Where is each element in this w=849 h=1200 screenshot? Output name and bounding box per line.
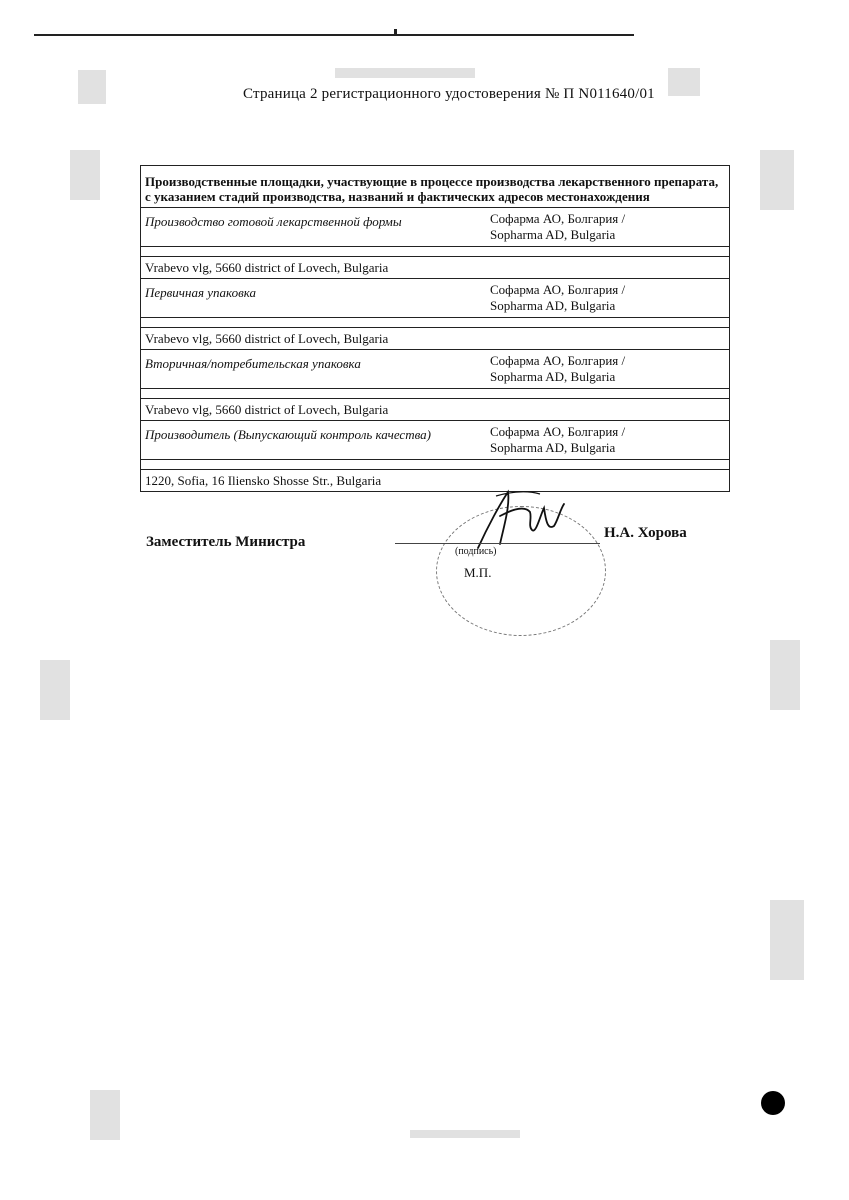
address-row: Vrabevo vlg, 5660 district of Lovech, Bulgaria: [141, 399, 729, 421]
spacer-row: [141, 318, 729, 328]
table-header: Производственные площадки, участвующие в процессе производства лекарственного препарата, с указанием стадий производства, названий и фактических адресов местонахождения: [141, 166, 729, 208]
company-name-ru: Софарма АО, Болгария /: [490, 353, 626, 368]
address-row: Vrabevo vlg, 5660 district of Lovech, Bulgaria: [141, 257, 729, 279]
scan-noise: [410, 1130, 520, 1138]
stage-row: [141, 279, 729, 318]
production-sites-table: [140, 165, 730, 492]
stage-row: [141, 350, 729, 389]
address-row: Vrabevo vlg, 5660 district of Lovech, Bulgaria: [141, 328, 729, 350]
spacer-row: [141, 389, 729, 399]
scan-noise: [335, 68, 475, 78]
stage-name: Производство готовой лекарственной формы: [145, 214, 402, 229]
spacer-row: [141, 460, 729, 470]
signer-name: Н.А. Хорова: [604, 525, 687, 541]
stage-name: Производитель (Выпускающий контроль качества): [145, 427, 431, 442]
scan-noise: [70, 150, 100, 200]
signature-caption: (подпись): [455, 546, 497, 557]
scan-noise: [770, 900, 804, 980]
stage-row: [141, 421, 729, 460]
scan-noise: [90, 1090, 120, 1140]
page-heading: Страница 2 регистрационного удостоверения № П N011640/01: [243, 86, 655, 102]
signer-position: Заместитель Министра: [146, 534, 306, 550]
scan-noise: [40, 660, 70, 720]
signature-line: [395, 543, 600, 544]
stage-name: Первичная упаковка: [145, 285, 257, 300]
company-name-ru: Софарма АО, Болгария /: [490, 282, 626, 297]
top-rule-marker: [394, 29, 397, 35]
company-name-ru: Софарма АО, Болгария /: [490, 211, 626, 226]
company-name-en: Sopharma AD, Bulgaria: [490, 298, 616, 313]
scan-noise: [770, 640, 800, 710]
company-name-en: Sopharma AD, Bulgaria: [490, 440, 616, 455]
company-name-en: Sopharma AD, Bulgaria: [490, 369, 616, 384]
company-name-en: Sopharma AD, Bulgaria: [490, 227, 616, 242]
stage-name: Вторичная/потребительская упаковка: [145, 356, 361, 371]
scan-noise: [760, 150, 794, 210]
top-rule: [34, 34, 634, 36]
spacer-row: [141, 247, 729, 257]
scan-noise: [668, 68, 700, 96]
seal-caption: М.П.: [464, 565, 492, 580]
company-cell: [486, 350, 729, 388]
stage-row: [141, 208, 729, 247]
company-cell: [486, 421, 729, 459]
company-name-ru: Софарма АО, Болгария /: [490, 424, 626, 439]
scan-noise: [78, 70, 106, 104]
company-cell: [486, 279, 729, 317]
company-cell: [486, 208, 729, 246]
address-row: 1220, Sofia, 16 Iliensko Shosse Str., Bulgaria: [145, 473, 382, 488]
hole-punch-mark: [761, 1091, 785, 1115]
